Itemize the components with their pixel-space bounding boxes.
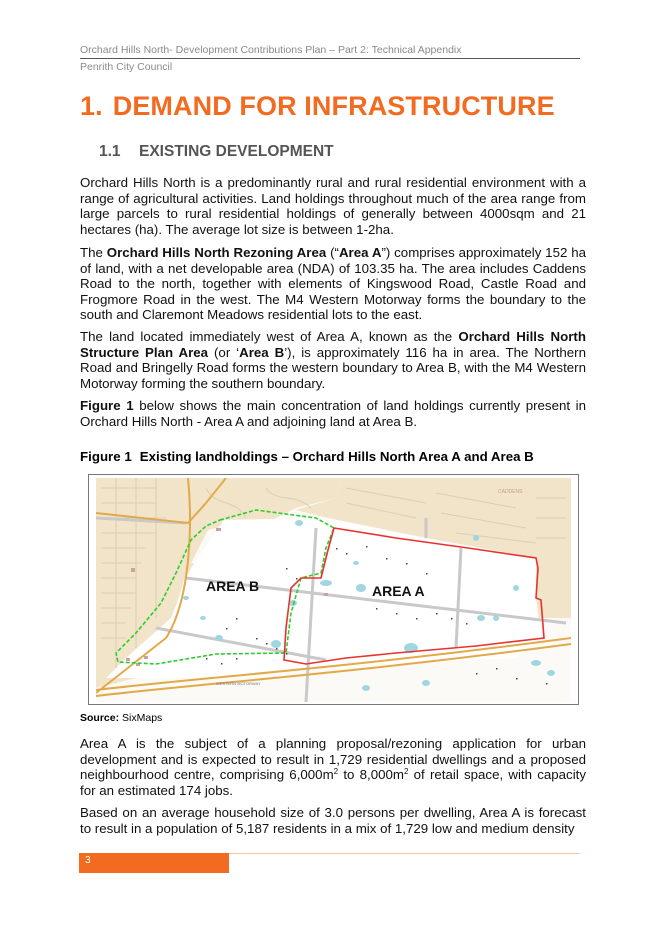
bold-text: Area A: [338, 245, 382, 260]
bold-text: Orchard Hills North Rezoning Area: [106, 245, 327, 260]
source-value: SixMaps: [122, 712, 163, 724]
footer-divider: [229, 853, 580, 854]
bold-text: Area B: [239, 344, 285, 360]
section-title: DEMAND FOR INFRASTRUCTURE: [112, 91, 555, 121]
text: to 8,000m: [338, 767, 404, 782]
paragraph-rezoning: [80, 736, 586, 798]
paragraph-figure-reference: [80, 398, 586, 429]
figure-link[interactable]: Figure 1: [80, 398, 134, 413]
figure-source: [80, 712, 162, 724]
paragraph-area-b: [80, 329, 586, 391]
subsection-number: 1.1: [99, 143, 121, 160]
motorway-label: WESTERN MOTORWAY: [216, 681, 261, 686]
text: The: [80, 245, 107, 260]
superscript: 2: [403, 767, 409, 776]
text: ”) comprises approximately 152 ha of land, with a net developable area (NDA) of 103.35 ha. The area includes Caddens Road to the north, together with elements of Kingswood Road, Castle Road and Frogmore Road in the west. The M4 Western Motorway forms the boundary to the south and Claremont Meadows residential lots to the east.: [80, 245, 586, 322]
figure-number: Figure 1: [80, 449, 132, 464]
page-number: 3: [85, 855, 91, 866]
subsection-title: EXISTING DEVELOPMENT: [139, 143, 334, 160]
figure-caption: [80, 449, 534, 464]
document-header-subtitle: Penrith City Council: [80, 61, 173, 73]
paragraph-population: Based on an average household size of 3.0 persons per dwelling, Area A is forecast to result in a population of 5,187 residents in a mix of 1,729 low and medium density: [80, 805, 586, 836]
text: (“: [326, 245, 339, 260]
area-b-label: AREA B: [206, 578, 260, 594]
header-divider: [80, 58, 580, 59]
bold-text: Orchard Hills North Structure Plan Area: [80, 329, 586, 360]
text: Area A is the subject of a planning proposal/rezoning application for urban development and is expected to result in 1,729 residential dwellings and a proposed neighbourhood centre, comprising 6,000m: [80, 736, 586, 782]
paragraph-existing-development: Orchard Hills North is a predominantly rural and rural residential environment with a range of agricultural activities. Land holdings throughout much of the area range from large parcels to rural residential holdings of generally between 4000sqm and 21 hectares (ha). The average lot size is between 1-2ha.: [80, 175, 586, 237]
subsection-heading: [99, 143, 334, 161]
document-header-title: Orchard Hills North- Development Contributions Plan – Part 2: Technical Appendix: [80, 44, 462, 56]
text: The land located immediately west of Area A, known as the: [80, 329, 459, 344]
caddens-label: CADDENS: [498, 489, 523, 495]
section-heading: [80, 91, 555, 122]
source-label: Source:: [80, 712, 120, 724]
map-image: [96, 478, 571, 702]
area-a-label: AREA A: [372, 583, 425, 599]
landholdings-map: [88, 474, 579, 705]
section-number: 1.: [80, 91, 103, 121]
text: of retail space, with capacity for an estimated 174 jobs.: [80, 767, 586, 798]
text: (or ‘: [208, 344, 240, 360]
text: ’), is approximately 116 ha in area. The Northern Road and Bringelly Road forms the western boundary to Area B, with the M4 Western Motorway forming the southern boundary.: [80, 344, 586, 391]
text: below shows the main concentration of land holdings currently present in Orchard Hills North - Area A and adjoining land at Area B.: [80, 398, 586, 429]
footer-accent-block: [79, 853, 229, 873]
figure-caption-text: Existing landholdings – Orchard Hills North Area A and Area B: [139, 449, 534, 464]
superscript: 2: [333, 767, 339, 776]
paragraph-area-a: [80, 245, 586, 323]
